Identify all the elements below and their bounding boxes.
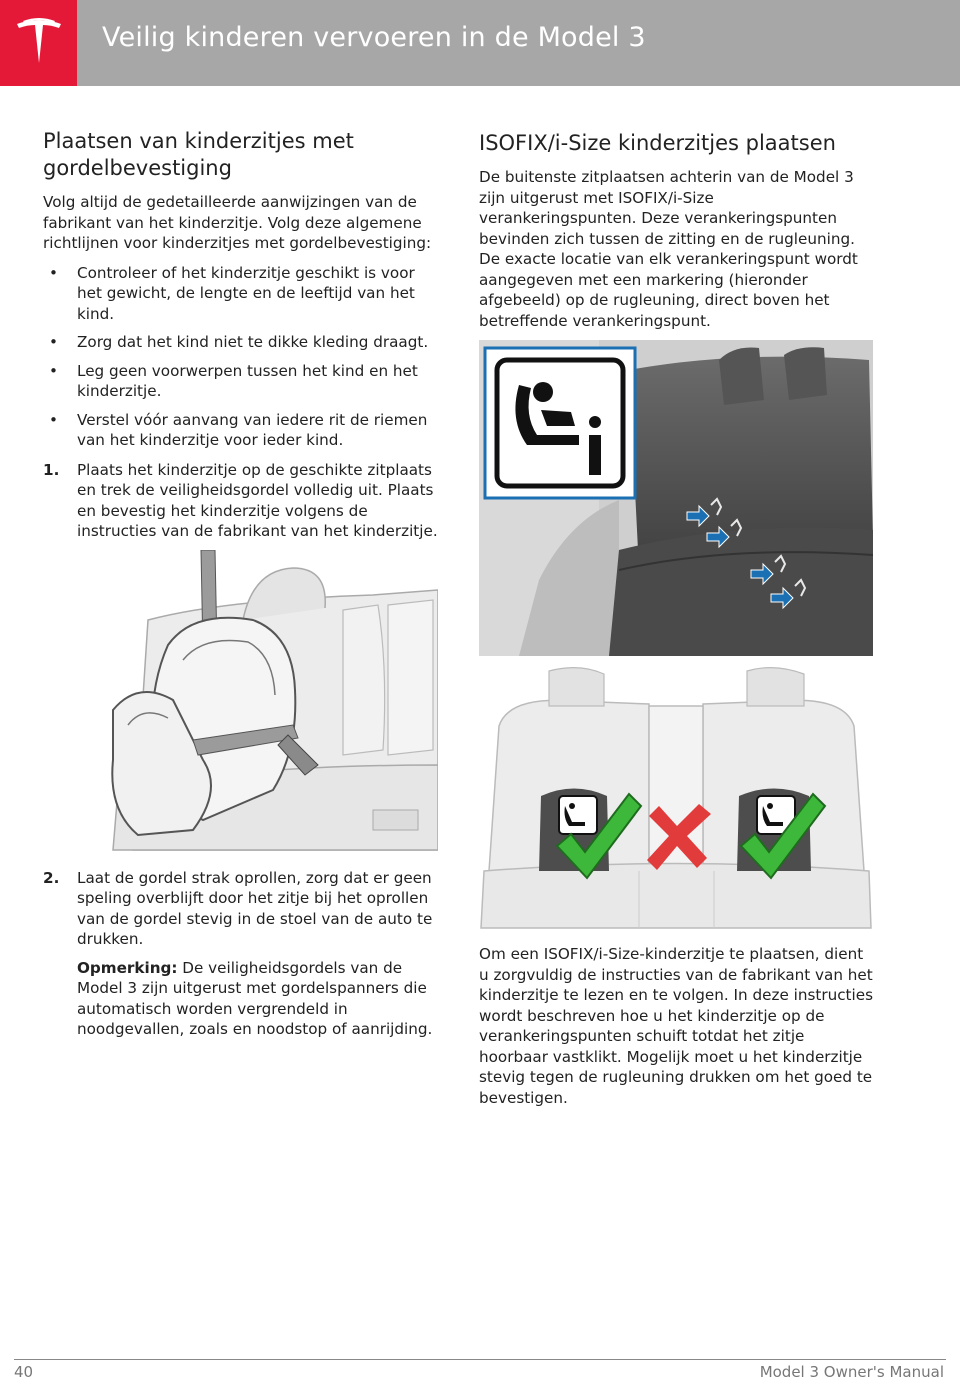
note-text: De veiligheidsgordels van de Model 3 zijn uitgerust met gordelspanners die automatisch worden vergrendeld in noodgevallen, zoals en noodstop of aanrijding.	[77, 958, 433, 1038]
logo-box	[0, 0, 77, 86]
page-title: Veilig kinderen vervoeren in de Model 3	[102, 22, 646, 53]
steps-list	[43, 460, 438, 542]
isofix-intro-paragraph: De buitenste zitplaatsen achterin van de Model 3 zijn uitgerust met ISOFIX/i-Size verankeringspunten. Deze verankeringspunten bevinden zich tussen de zitting en de rugleuning. De exacte locatie van elk verankeringspunt wordt aangegeven met een markering (hieronder afgebeeld) op de rugleuning, direct boven het betreffende verankeringspunt.	[479, 168, 858, 330]
list-item: • Controleer of het kinderzitje geschikt is voor het gewicht, de lengte en de leeftijd van het kind.	[49, 263, 415, 323]
page-header	[0, 0, 960, 86]
intro-paragraph: Volg altijd de gedetailleerde aanwijzingen van de fabrikant van het kinderzitje. Volg deze algemene richtlijnen voor kinderzitjes met gordelbevestiging:	[43, 193, 432, 252]
rear-seat-positions-illustration	[479, 666, 873, 934]
manual-name: Model 3 Owner's Manual	[759, 1363, 944, 1381]
right-column	[479, 128, 874, 1117]
note-paragraph	[77, 958, 438, 1040]
steps-list-continued	[43, 868, 438, 1040]
child-seat-belt-illustration	[43, 550, 438, 860]
step-item: 1. Plaats het kinderzitje op de geschikte zitplaats en trek de veiligheidsgordel volledig uit. Plaats en bevestig het kinderzitje volgens de instructies van de fabrikant van het kinderzitje.	[43, 460, 438, 540]
page-number: 40	[14, 1363, 34, 1381]
list-item: • Zorg dat het kind niet te dikke kleding draagt.	[49, 333, 429, 351]
footer-divider	[14, 1359, 946, 1360]
step-item: 2. Laat de gordel strak oprollen, zorg dat er geen speling overblijft door het zitje bij het oprollen van de gordel stevig in de stoel van de auto te drukken. Opmerking: De veiligheidsgordels van de Model 3 zijn uitgerust met gordelspanners die automatisch worden vergrendeld in noodgevallen, zoals en noodstop of aanrijding.	[43, 868, 438, 1040]
list-item: • Verstel vóór aanvang van iedere rit de riemen van het kinderzitje voor ieder kind.	[49, 410, 428, 449]
list-item: • Leg geen voorwerpen tussen het kind en het kinderzitje.	[49, 361, 418, 400]
section-heading-belt-seats: Plaatsen van kinderzitjes met gordelbevestiging	[43, 129, 354, 180]
isofix-outro-paragraph: Om een ISOFIX/i-Size-kinderzitje te plaatsen, dient u zorgvuldig de instructies van de fabrikant van het kinderzitje te lezen en te volgen. In deze instructies wordt beschreven hoe u het kinderzitje op de verankeringspunten schuift totdat het zitje hoorbaar vastklikt. Mogelijk moet u het kinderzitje stevig tegen de rugleuning drukken om het goed te bevestigen.	[479, 945, 873, 1107]
guideline-list	[43, 263, 438, 451]
note-label: Opmerking:	[77, 958, 178, 977]
tesla-logo-icon	[14, 17, 64, 67]
left-column	[43, 128, 438, 1049]
section-heading-isofix: ISOFIX/i-Size kinderzitjes plaatsen	[479, 131, 836, 155]
isofix-marker-photo	[479, 340, 873, 656]
